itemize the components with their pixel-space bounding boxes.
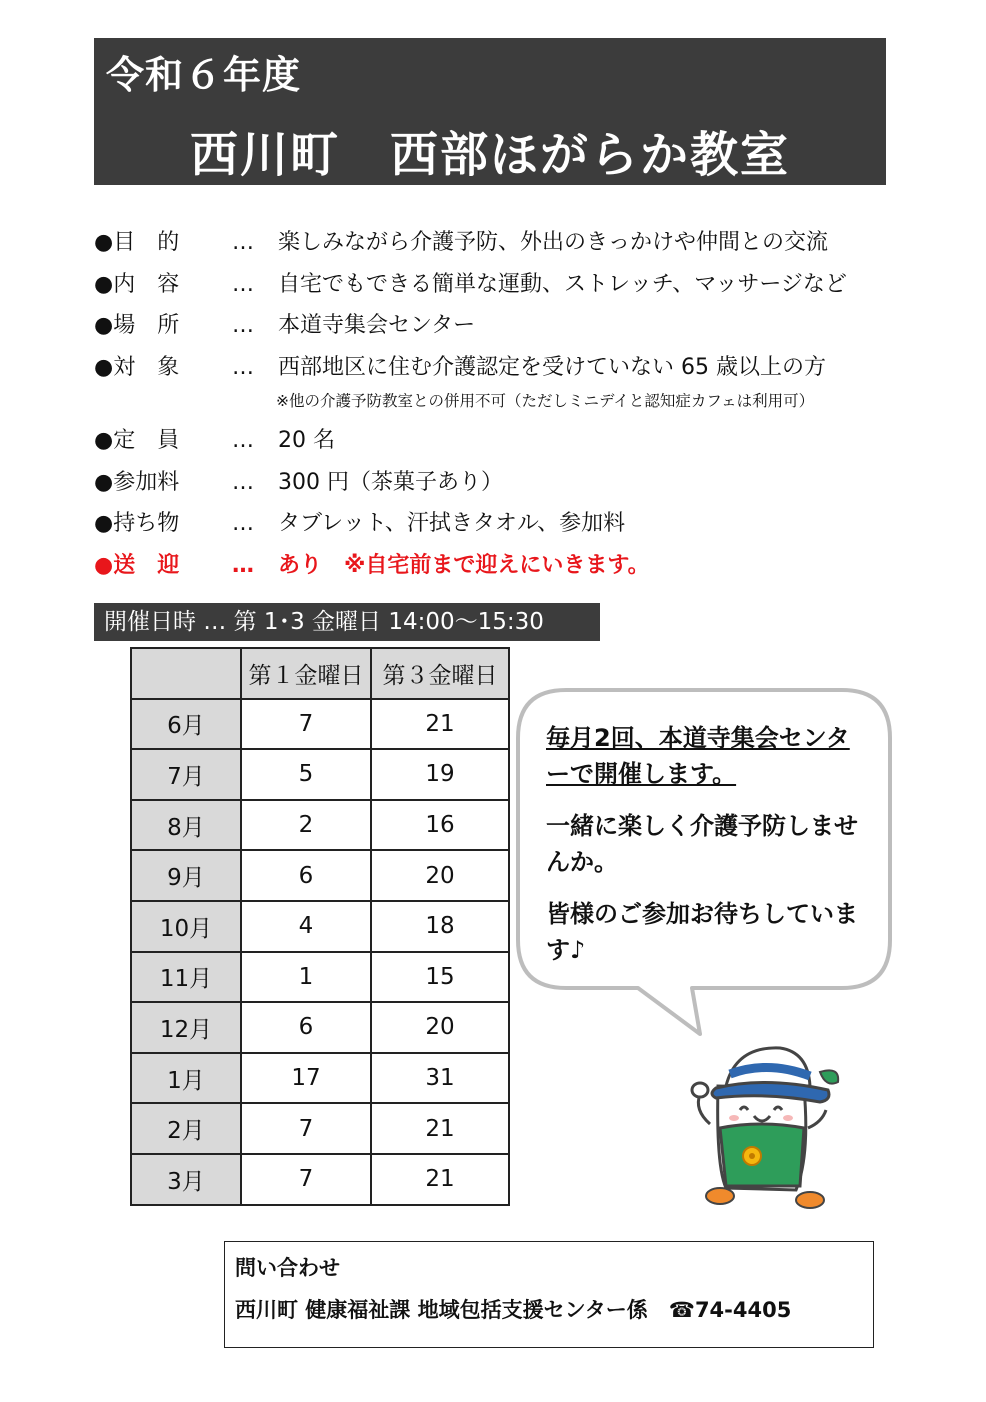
- table-row: [131, 1154, 509, 1205]
- first-friday-cell: 4: [241, 901, 371, 952]
- first-friday-cell: 6: [241, 850, 371, 901]
- month-cell: 8月: [131, 800, 241, 851]
- month-cell: 2月: [131, 1103, 241, 1154]
- third-friday-cell: 18: [371, 901, 509, 952]
- header-corner: [131, 648, 241, 699]
- page-title: 西川町 西部ほがらか教室: [189, 127, 790, 183]
- table-row: [131, 1002, 509, 1053]
- third-friday-cell: 20: [371, 1002, 509, 1053]
- info-label: ●場 所: [94, 313, 180, 338]
- info-dots: …: [232, 313, 254, 338]
- info-dots: …: [232, 354, 254, 380]
- third-friday-cell: 31: [371, 1053, 509, 1104]
- month-cell: 3月: [131, 1154, 241, 1205]
- bubble-line-1: 毎月2回、本道寺集会センターで開催します。: [546, 724, 850, 788]
- info-dots: …: [232, 469, 254, 495]
- table-row: [131, 1103, 509, 1154]
- first-friday-cell: 17: [241, 1053, 371, 1104]
- table-row: [131, 1053, 509, 1104]
- info-value: 自宅でもできる簡単な運動、ストレッチ、マッサージなど: [278, 271, 847, 297]
- table-header-row: [131, 648, 509, 699]
- info-label: ●送 迎: [94, 552, 180, 578]
- info-row-capacity: [94, 420, 914, 462]
- table-row: [131, 901, 509, 952]
- info-label: ●定 員: [94, 428, 180, 453]
- month-cell: 9月: [131, 850, 241, 901]
- month-cell: 7月: [131, 749, 241, 800]
- bubble-line-2: 一緒に楽しく介護予防しませんか。: [546, 812, 858, 876]
- info-row-purpose: [94, 222, 914, 264]
- info-value: 300 円（茶菓子あり）: [278, 469, 503, 495]
- info-label: ●参加料: [94, 469, 180, 495]
- info-dots: …: [232, 271, 254, 297]
- info-row-place: [94, 305, 914, 347]
- info-label: ●対 象: [94, 354, 180, 380]
- info-row-transport: [94, 545, 914, 587]
- bubble-message: [546, 720, 872, 984]
- info-value: タブレット、汗拭きタオル、参加料: [278, 511, 626, 536]
- third-friday-cell: 21: [371, 1154, 509, 1205]
- third-friday-cell: 19: [371, 749, 509, 800]
- fiscal-year: 令和６年度: [106, 53, 302, 97]
- month-cell: 6月: [131, 699, 241, 750]
- info-value: 20 名: [278, 428, 335, 453]
- info-value: あり ※自宅前まで迎えにいきます。: [278, 552, 650, 578]
- month-cell: 12月: [131, 1002, 241, 1053]
- third-friday-cell: 21: [371, 699, 509, 750]
- mascot-illustration: [670, 1036, 850, 1216]
- info-value: 本道寺集会センター: [278, 313, 476, 338]
- info-label: ●持ち物: [94, 511, 180, 536]
- table-row: [131, 749, 509, 800]
- info-row-fee: [94, 462, 914, 504]
- month-cell: 11月: [131, 952, 241, 1003]
- info-dots: …: [232, 511, 254, 536]
- third-friday-cell: 16: [371, 800, 509, 851]
- info-dots: …: [232, 428, 254, 453]
- info-row-content: [94, 264, 914, 306]
- bubble-line-3: 皆様のご参加お待ちしています♪: [546, 900, 858, 964]
- contact-box: [224, 1241, 874, 1348]
- title-banner: [94, 38, 886, 185]
- info-label: ●内 容: [94, 271, 180, 297]
- schedule-heading: 開催日時 … 第 1･3 金曜日 14:00～15:30: [94, 603, 600, 641]
- table-row: [131, 850, 509, 901]
- first-friday-cell: 7: [241, 699, 371, 750]
- table-row: [131, 699, 509, 750]
- month-cell: 1月: [131, 1053, 241, 1104]
- info-row-belongings: [94, 503, 914, 545]
- contact-title: 問い合わせ: [235, 1256, 340, 1280]
- info-value: 楽しみながら介護予防、外出のきっかけや仲間との交流: [278, 230, 829, 255]
- target-note: ※他の介護予防教室との併用不可（ただしミニデイと認知症カフェは利用可）: [276, 392, 815, 410]
- first-friday-cell: 5: [241, 749, 371, 800]
- header-first-friday: 第１金曜日: [241, 648, 371, 699]
- contact-detail: 西川町 健康福祉課 地域包括支援センター係 ☎74-4405: [235, 1298, 792, 1322]
- third-friday-cell: 21: [371, 1103, 509, 1154]
- info-list: [94, 222, 914, 586]
- third-friday-cell: 15: [371, 952, 509, 1003]
- schedule-table: [130, 647, 510, 1206]
- header-third-friday: 第３金曜日: [371, 648, 509, 699]
- first-friday-cell: 1: [241, 952, 371, 1003]
- info-row-target: [94, 347, 914, 389]
- info-dots: …: [232, 552, 254, 578]
- first-friday-cell: 2: [241, 800, 371, 851]
- first-friday-cell: 7: [241, 1103, 371, 1154]
- third-friday-cell: 20: [371, 850, 509, 901]
- info-value: 西部地区に住む介護認定を受けていない 65 歳以上の方: [278, 354, 826, 380]
- info-dots: …: [232, 230, 254, 255]
- info-label: ●目 的: [94, 230, 180, 255]
- table-row: [131, 800, 509, 851]
- table-row: [131, 952, 509, 1003]
- first-friday-cell: 6: [241, 1002, 371, 1053]
- month-cell: 10月: [131, 901, 241, 952]
- first-friday-cell: 7: [241, 1154, 371, 1205]
